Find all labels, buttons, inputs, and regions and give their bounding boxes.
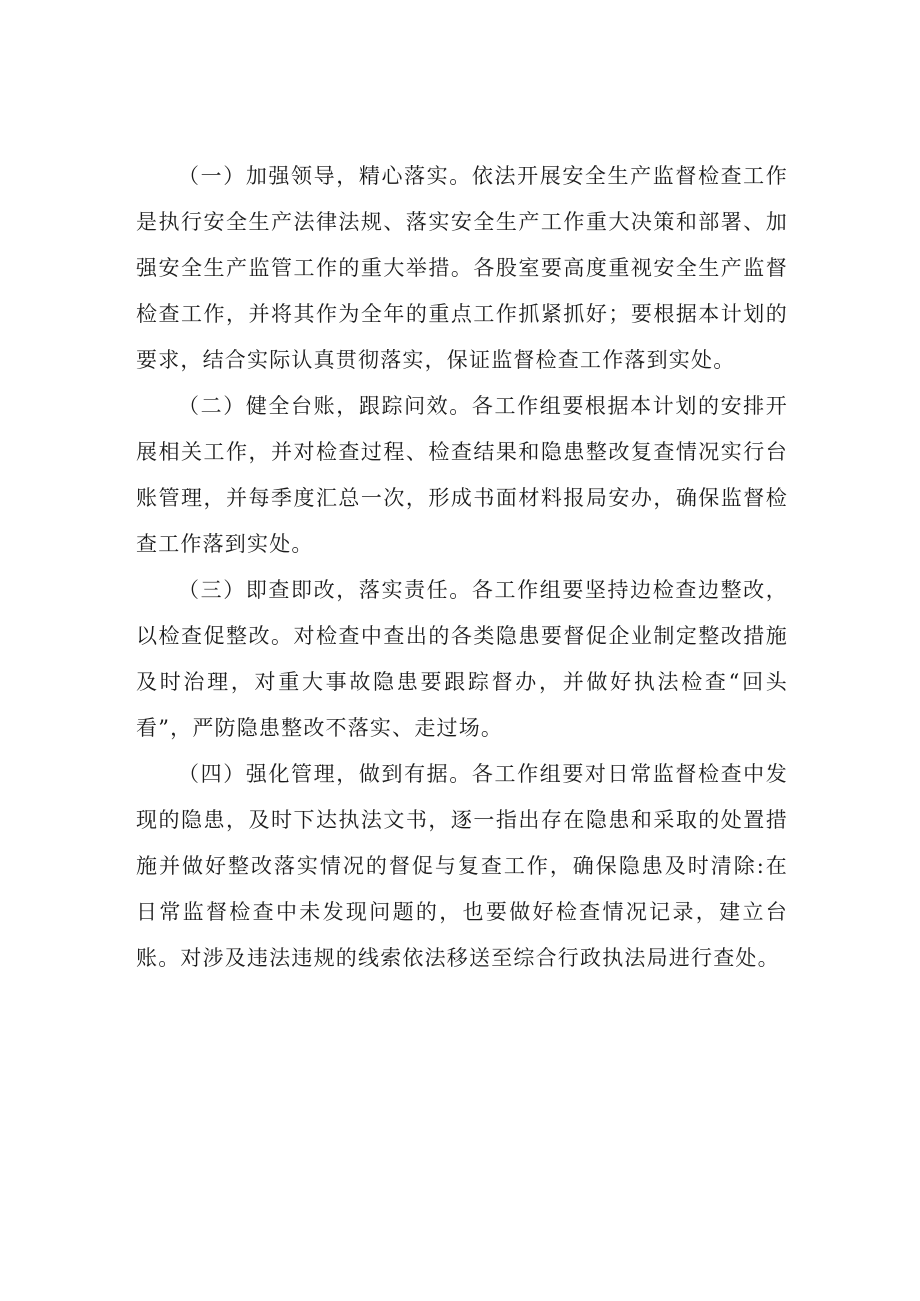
document-body	[136, 153, 788, 981]
paragraph-leadership: （一）加强领导，精心落实。依法开展安全生产监督检查工作是执行安全生产法律法规、落实安全生产工作重大决策和部署、加强安全生产监管工作的重大举措。各股室要高度重视安全生产监督检查工作，并将其作为全年的重点工作抓紧抓好；要根据本计划的要求，结合实际认真贯彻落实，保证监督检查工作落到实处。	[136, 164, 788, 372]
paragraph-rectification: （三）即查即改，落实责任。各工作组要坚持边检查边整改，以检查促整改。对检查中查出的各类隐患要督促企业制定整改措施及时治理，对重大事故隐患要跟踪督办，并做好执法检查“回头看”，严防隐患整改不落实、走过场。	[136, 578, 788, 740]
paragraph-management: （四）强化管理，做到有据。各工作组要对日常监督检查中发现的隐患，及时下达执法文书，逐一指出存在隐患和采取的处置措施并做好整改落实情况的督促与复查工作，确保隐患及时清除:在日常监督检查中未发现问题的，也要做好检查情况记录，建立台账。对涉及违法违规的线索依法移送至综合行政执法局进行查处。	[136, 762, 788, 970]
paragraph-ledger: （二）健全台账，跟踪问效。各工作组要根据本计划的安排开展相关工作，并对检查过程、检查结果和隐患整改复查情况实行台账管理，并每季度汇总一次，形成书面材料报局安办，确保监督检查工作落到实处。	[136, 394, 788, 556]
